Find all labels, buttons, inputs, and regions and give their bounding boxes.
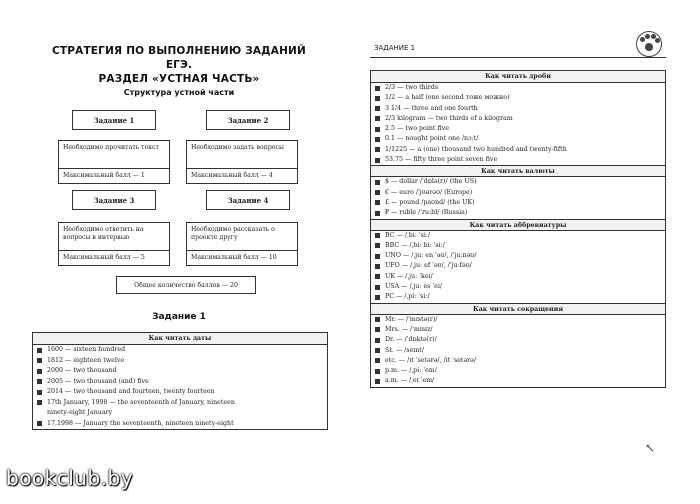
task-4-description: Необходимо рассказать о проекте другу — [187, 223, 297, 251]
table-row: 1600 — sixteen hundred — [33, 345, 327, 356]
table-row: 1/2 — a half (one second тоже можно) — [371, 93, 665, 103]
bullet-icon — [37, 358, 42, 363]
page-header: ЗАДАНИЕ 1 — [374, 44, 416, 52]
table-row: 2000 — two thousand — [33, 366, 327, 377]
bullet-icon — [375, 127, 380, 132]
bullet-icon — [37, 390, 42, 395]
table-row: PC — /ˌpiː ˈsiː/ — [371, 292, 665, 302]
table-row: 1/1225 — a (one) thousand two hundred and twenty-fifth — [371, 145, 665, 155]
bullet-icon — [375, 358, 380, 363]
table-row: 17.1998 — January the seventeenth, nineteen ninety-eight — [33, 419, 327, 430]
bullet-icon — [375, 211, 380, 216]
table-row: etc. — /ɪt ˈsetərə/, /ɪt ˈsetərə/ — [371, 356, 665, 366]
table-row: 3 1/4 — three and one fourth — [371, 104, 665, 114]
structure-title: Структура устной части — [123, 88, 235, 97]
task-2-score: Максимальный балл — 4 — [191, 172, 273, 179]
table-row: € — euro /ˈjʊərəʊ/ (Europe) — [371, 188, 665, 198]
right-page — [352, 0, 700, 504]
fractions-heading: Как читать дроби — [371, 71, 665, 83]
table-row: a.m. — /ˌeɪ ˈem/ — [371, 376, 665, 386]
bullet-icon — [375, 116, 380, 121]
bullet-icon — [375, 147, 380, 152]
table-row: 1812 — eighteen twelve — [33, 356, 327, 367]
abbreviations-heading: Как читать аббревиатуры — [371, 219, 665, 231]
task-1-label: Задание 1 — [72, 110, 156, 130]
section-title: Задание 1 — [152, 312, 206, 322]
contractions-heading: Как читать сокращения — [371, 303, 665, 315]
table-row: 2/3 — two thirds — [371, 83, 665, 93]
table-row: 2014 — two thousand and fourteen, twenty fourteen — [33, 387, 327, 398]
bullet-icon — [37, 348, 42, 353]
task-2-description: Необходимо задать вопросы — [187, 141, 297, 169]
reading-rules-table — [370, 70, 666, 388]
table-row-continuation: ninety-eight January — [47, 409, 113, 416]
bullet-icon — [375, 200, 380, 205]
task-1-box — [58, 140, 170, 184]
task-2-box — [186, 140, 298, 184]
bullet-icon — [375, 106, 380, 111]
task-3-description: Необходимо ответить на вопросы в интервью — [59, 223, 169, 251]
bullet-icon — [375, 317, 380, 322]
bullet-icon — [375, 369, 380, 374]
task-3-box — [58, 222, 170, 266]
bullet-icon — [375, 338, 380, 343]
currencies-heading: Как читать валюты — [371, 165, 665, 177]
table-row: BC — /ˌbiː ˈsiː/ — [371, 231, 665, 241]
table-row: 53.75 — fifty three point seven five — [371, 155, 665, 165]
task-4-box — [186, 222, 298, 266]
table-row: UK — /ˌjuː ˈkeɪ/ — [371, 272, 665, 282]
table-row: 2.5 — two point five — [371, 124, 665, 134]
table-row: $ — dollar /ˈdɒlə(r)/ (the US) — [371, 177, 665, 187]
task-4-score: Максимальный балл — 10 — [191, 254, 277, 261]
bullet-icon — [375, 96, 380, 101]
bullet-icon — [375, 243, 380, 248]
page-title: СТРАТЕГИЯ ПО ВЫПОЛНЕНИЮ ЗАДАНИЙ ЕГЭ. РАЗДЕЛ «УСТНАЯ ЧАСТЬ» — [51, 45, 307, 85]
table-row: Dr. — /ˈdɒktə(r)/ — [371, 335, 665, 345]
bullet-icon — [375, 327, 380, 332]
bullet-icon — [375, 190, 380, 195]
task-2-label: Задание 2 — [206, 110, 290, 130]
bullet-icon — [375, 274, 380, 279]
cursor-icon: ↖ — [645, 441, 656, 455]
table-row: 0.1 — nought point one /nɔːt/ — [371, 134, 665, 144]
bullet-icon — [375, 254, 380, 259]
task-1-description: Необходимо прочитать текст — [59, 141, 169, 169]
task-3-score: Максимальный балл — 5 — [63, 254, 145, 261]
bullet-icon — [375, 348, 380, 353]
bullet-icon — [375, 158, 380, 163]
bullet-icon — [375, 295, 380, 300]
table-row: £ — pound /paʊnd/ (the UK) — [371, 198, 665, 208]
bullet-icon — [375, 86, 380, 91]
table-row: ₽ — ruble /ˈruːbl/ (Russia) — [371, 208, 665, 218]
task-4-label: Задание 4 — [206, 190, 290, 210]
table-row: Mrs. — /ˈmɪsɪz/ — [371, 325, 665, 335]
paw-logo-icon — [636, 31, 662, 57]
table-row: UFO — /ˌjuː ef ˈəʊ/, /ˈjuːfəʊ/ — [371, 261, 665, 271]
table-row: BBC — /ˌbiː biː ˈsiː/ — [371, 241, 665, 251]
table-row: UNO — /ˌjuː en ˈəʊ/, /ˈjuːnəʊ/ — [371, 251, 665, 261]
bullet-icon — [375, 180, 380, 185]
bullet-icon — [375, 379, 380, 384]
table-row: 2005 — two thousand (and) five — [33, 377, 327, 388]
watermark: bookclub.by — [6, 466, 134, 490]
table-row: USA — /ˌjuː es ˈeɪ/ — [371, 282, 665, 292]
bullet-icon — [37, 400, 42, 405]
bullet-icon — [375, 264, 380, 269]
table-row: St. — /seɪnt/ — [371, 346, 665, 356]
dates-table-heading: Как читать даты — [33, 333, 327, 345]
table-row: 2/3 kilogram — two thirds of a kilogram — [371, 114, 665, 124]
table-row: Mr. — /ˈmɪstə(r)/ — [371, 315, 665, 325]
bullet-icon — [375, 285, 380, 290]
task-3-label: Задание 3 — [72, 190, 156, 210]
bullet-icon — [37, 369, 42, 374]
task-1-score: Максимальный балл — 1 — [63, 172, 145, 179]
bullet-icon — [375, 137, 380, 142]
header-divider — [370, 57, 666, 58]
table-row: p.m. — /ˌpiː ˈem/ — [371, 366, 665, 376]
bullet-icon — [375, 233, 380, 238]
total-score-box: Общее количество баллов — 20 — [116, 276, 256, 294]
bullet-icon — [37, 379, 42, 384]
table-row: 17th January, 1998 — the seventeenth of January, nineteen — [33, 398, 327, 409]
dates-table — [32, 332, 328, 430]
bullet-icon — [37, 421, 42, 426]
